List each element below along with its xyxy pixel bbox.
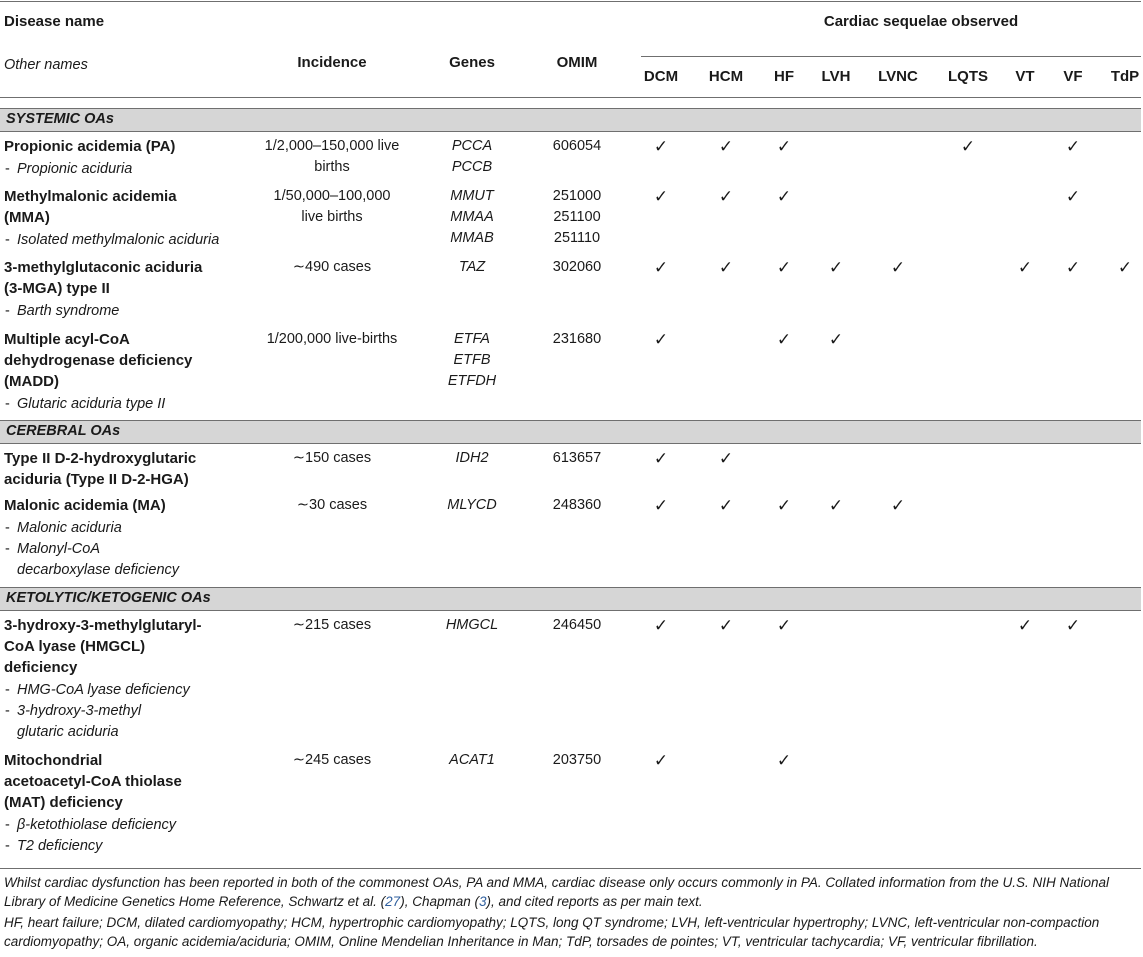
header-col-dcm: DCM [643, 68, 679, 85]
gene-symbol: TAZ [458, 259, 486, 275]
omim-number: 203750 [552, 752, 602, 768]
disease-name: (MADD) [4, 373, 59, 390]
check-hcm: ✓ [718, 616, 734, 635]
table-rule [0, 420, 1141, 421]
check-dcm: ✓ [653, 449, 669, 468]
header-col-vt: VT [1015, 68, 1035, 85]
check-vt: ✓ [1017, 616, 1033, 635]
check-vf: ✓ [1065, 187, 1081, 206]
check-vf: ✓ [1065, 258, 1081, 277]
check-hf: ✓ [776, 330, 792, 349]
disease-name: Mitochondrial [4, 752, 103, 769]
table-rule [0, 610, 1141, 611]
bullet-dash: - [5, 232, 10, 248]
check-dcm: ✓ [653, 616, 669, 635]
header-col-hcm: HCM [708, 68, 744, 85]
check-hcm: ✓ [718, 496, 734, 515]
check-dcm: ✓ [653, 258, 669, 277]
check-hf: ✓ [776, 258, 792, 277]
omim-number: 302060 [552, 259, 602, 275]
incidence-value: 1/2,000–150,000 live [264, 138, 400, 154]
check-hf: ✓ [776, 496, 792, 515]
incidence-value: live births [301, 209, 363, 225]
check-vf: ✓ [1065, 137, 1081, 156]
incidence-value: ∼30 cases [296, 497, 368, 513]
check-lvh: ✓ [828, 496, 844, 515]
table-rule [0, 131, 1141, 132]
check-lvh: ✓ [828, 330, 844, 349]
other-name: β-ketothiolase deficiency [17, 817, 177, 833]
other-name: decarboxylase deficiency [17, 562, 180, 578]
gene-symbol: ETFA [454, 331, 490, 347]
footnote-sources: Whilst cardiac dysfunction has been reported in both of the commonest OAs, PA and MMA, cardiac disease only occurs commonly in PA. Collated information from the U.S. NIH National Library of Medicine Genetics Home Reference, Schwartz et al. (27), Chapman (3), and cited reports as per main text. [4, 875, 1109, 909]
other-name: T2 deficiency [17, 838, 103, 854]
header-col-hf: HF [774, 68, 794, 85]
incidence-value: ∼215 cases [292, 617, 372, 633]
check-lvnc: ✓ [890, 258, 906, 277]
check-hf: ✓ [776, 616, 792, 635]
header-disease-name: Disease name [4, 13, 105, 30]
other-name: Malonic aciduria [17, 520, 122, 536]
other-name: 3-hydroxy-3-methyl [17, 703, 142, 719]
disease-name: Type II D-2-hydroxyglutaric [4, 450, 197, 467]
check-lvnc: ✓ [890, 496, 906, 515]
disease-name: deficiency [4, 659, 78, 676]
other-name: Barth syndrome [17, 303, 120, 319]
check-dcm: ✓ [653, 187, 669, 206]
table-rule [0, 443, 1141, 444]
check-hcm: ✓ [718, 137, 734, 156]
table-rule [0, 108, 1141, 109]
table-rule [641, 56, 1141, 57]
omim-number: 613657 [552, 450, 602, 466]
gene-symbol: MMAA [450, 209, 494, 225]
check-vf: ✓ [1065, 616, 1081, 635]
other-name: Propionic aciduria [17, 161, 133, 177]
disease-name: aciduria (Type II D-2-HGA) [4, 471, 189, 488]
other-name: Isolated methylmalonic aciduria [17, 232, 220, 248]
header-other-names: Other names [4, 57, 88, 73]
table-rule [0, 97, 1141, 98]
header-cardiac-group: Cardiac sequelae observed [823, 13, 1019, 30]
check-vt: ✓ [1017, 258, 1033, 277]
gene-symbol: PCCA [451, 138, 493, 154]
header-omim: OMIM [556, 54, 598, 71]
group-label: CEREBRAL OAs [6, 423, 121, 439]
disease-name: Methylmalonic acidemia [4, 188, 177, 205]
other-name: Glutaric aciduria type II [17, 396, 166, 412]
incidence-value: 1/200,000 live-births [266, 331, 398, 347]
disease-name: CoA lyase (HMGCL) [4, 638, 146, 655]
check-hf: ✓ [776, 187, 792, 206]
gene-symbol: HMGCL [445, 617, 499, 633]
footnote-abbreviations: HF, heart failure; DCM, dilated cardiomyopathy; HCM, hypertrophic cardiomyopathy; LQTS, long QT syndrome; LVH, left-ventricular hypertrophy; LVNC, left-ventricular non-compaction cardiomyopathy; OA, organic acidemia/aciduria; OMIM, Online Mendelian Inheritance in Man; TdP, torsades de pointes; VT, ventricular tachycardia; VF, ventricular fibrillation. [4, 915, 1100, 949]
disease-name: 3-methylglutaconic aciduria [4, 259, 203, 276]
disease-name: dehydrogenase deficiency [4, 352, 193, 369]
disease-name: Propionic acidemia (PA) [4, 138, 176, 155]
check-hcm: ✓ [718, 258, 734, 277]
gene-symbol: MLYCD [447, 497, 497, 513]
check-lqts: ✓ [960, 137, 976, 156]
disease-name: acetoacetyl-CoA thiolase [4, 773, 182, 790]
other-name: HMG-CoA lyase deficiency [17, 682, 190, 698]
gene-symbol: ETFB [453, 352, 491, 368]
check-dcm: ✓ [653, 496, 669, 515]
omim-number: 251100 [553, 209, 601, 225]
check-dcm: ✓ [653, 137, 669, 156]
disease-name: (MMA) [4, 209, 50, 226]
disease-name: Multiple acyl-CoA [4, 331, 130, 348]
disease-name: 3-hydroxy-3-methylglutaryl- [4, 617, 202, 634]
bullet-dash: - [5, 817, 10, 833]
gene-symbol: ACAT1 [449, 752, 495, 768]
incidence-value: 1/50,000–100,000 [273, 188, 391, 204]
omim-number: 231680 [552, 331, 602, 347]
check-dcm: ✓ [653, 330, 669, 349]
header-genes: Genes [449, 54, 495, 71]
group-label: SYSTEMIC OAs [6, 111, 114, 127]
reference-link-3[interactable]: 3 [478, 894, 487, 909]
disease-name: Malonic acidemia (MA) [4, 497, 166, 514]
bullet-dash: - [5, 303, 10, 319]
gene-symbol: MMAB [450, 230, 494, 246]
other-name: glutaric aciduria [17, 724, 119, 740]
check-dcm: ✓ [653, 751, 669, 770]
bullet-dash: - [5, 838, 10, 854]
table-rule [0, 868, 1141, 869]
group-label: KETOLYTIC/KETOGENIC OAs [6, 590, 211, 606]
bullet-dash: - [5, 541, 10, 557]
other-name: Malonyl-CoA [17, 541, 100, 557]
check-lvh: ✓ [828, 258, 844, 277]
omim-number: 246450 [552, 617, 602, 633]
omim-number: 251000 [552, 188, 602, 204]
omim-number: 251110 [553, 230, 601, 246]
header-col-lvh: LVH [821, 68, 851, 85]
check-hf: ✓ [776, 751, 792, 770]
disease-name: (3-MGA) type II [4, 280, 110, 297]
check-hcm: ✓ [718, 187, 734, 206]
omim-number: 606054 [552, 138, 602, 154]
header-col-lqts: LQTS [948, 68, 988, 85]
group-band [0, 420, 1141, 443]
incidence-value: ∼490 cases [292, 259, 372, 275]
bullet-dash: - [5, 520, 10, 536]
bullet-dash: - [5, 682, 10, 698]
table-rule [0, 1, 1141, 2]
reference-link-27[interactable]: 27 [385, 894, 401, 909]
incidence-value: ∼245 cases [292, 752, 372, 768]
disease-name: (MAT) deficiency [4, 794, 123, 811]
bullet-dash: - [5, 396, 10, 412]
check-tdp: ✓ [1117, 258, 1133, 277]
bullet-dash: - [5, 161, 10, 177]
incidence-value: births [314, 159, 350, 175]
omim-number: 248360 [552, 497, 602, 513]
gene-symbol: IDH2 [455, 450, 489, 466]
gene-symbol: MMUT [450, 188, 494, 204]
gene-symbol: PCCB [451, 159, 493, 175]
check-hcm: ✓ [718, 449, 734, 468]
table-rule [0, 587, 1141, 588]
check-hf: ✓ [776, 137, 792, 156]
header-col-lvnc: LVNC [878, 68, 918, 85]
gene-symbol: ETFDH [447, 373, 497, 389]
incidence-value: ∼150 cases [292, 450, 372, 466]
header-incidence: Incidence [297, 54, 367, 71]
header-col-vf: VF [1063, 68, 1083, 85]
bullet-dash: - [5, 703, 10, 719]
header-col-tdp: TdP [1110, 68, 1140, 85]
group-band [0, 108, 1141, 131]
